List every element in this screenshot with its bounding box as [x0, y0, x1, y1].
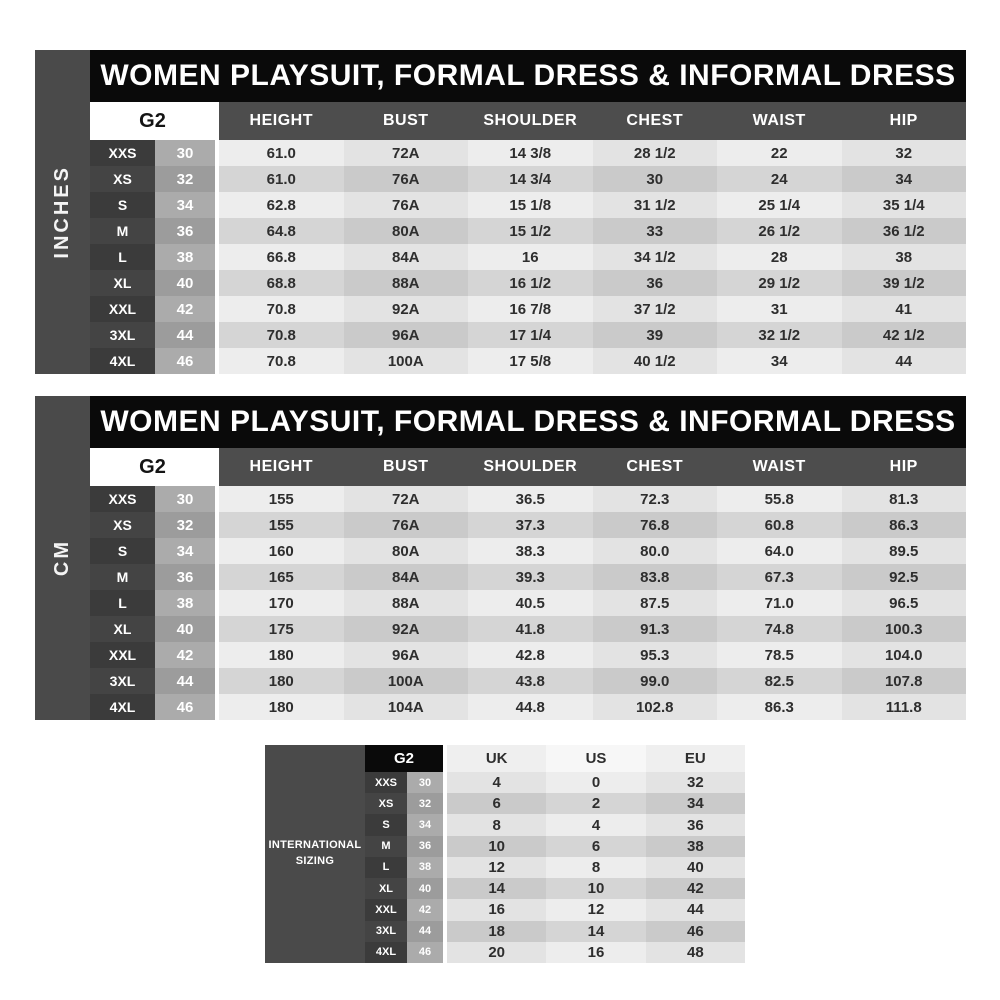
- value-cell: 28: [717, 244, 842, 270]
- size-number-cell: 46: [407, 942, 443, 963]
- size-name-cell: XXL: [90, 642, 155, 668]
- size-name-cell: 3XL: [90, 668, 155, 694]
- cm-table: [35, 396, 966, 720]
- value-cell: 61.0: [219, 166, 344, 192]
- column-header-hip: HIP: [842, 102, 967, 140]
- value-cell: 31: [717, 296, 842, 322]
- value-cell: 36: [593, 270, 718, 296]
- size-name-cell: 3XL: [365, 921, 407, 942]
- value-cell: 91.3: [593, 616, 718, 642]
- value-cell: 160: [219, 538, 344, 564]
- value-cell: 82.5: [717, 668, 842, 694]
- size-name-cell: XXL: [365, 899, 407, 920]
- size-number-cell: 32: [155, 166, 215, 192]
- international-sizing-table: [265, 745, 745, 963]
- value-cell: 36: [646, 814, 745, 835]
- column-header-us: US: [546, 745, 645, 772]
- size-name-cell: M: [365, 836, 407, 857]
- value-cell: 111.8: [842, 694, 967, 720]
- size-number-cell: 32: [407, 793, 443, 814]
- value-cell: 78.5: [717, 642, 842, 668]
- value-cell: 17 1/4: [468, 322, 593, 348]
- size-number-cell: 34: [407, 814, 443, 835]
- value-cell: 6: [447, 793, 546, 814]
- column-header-waist: WAIST: [717, 102, 842, 140]
- value-cell: 38: [646, 836, 745, 857]
- value-cell: 29 1/2: [717, 270, 842, 296]
- label-line-1: INTERNATIONAL: [268, 839, 362, 852]
- value-cell: 88A: [344, 270, 469, 296]
- size-name-cell: XXL: [90, 296, 155, 322]
- value-cell: 34 1/2: [593, 244, 718, 270]
- size-number-cell: 42: [155, 296, 215, 322]
- value-cell: 24: [717, 166, 842, 192]
- size-number-cell: 36: [155, 564, 215, 590]
- value-cell: 46: [646, 921, 745, 942]
- value-cell: 80A: [344, 218, 469, 244]
- inches-table: [35, 50, 966, 374]
- value-cell: 40 1/2: [593, 348, 718, 374]
- value-cell: 41: [842, 296, 967, 322]
- value-cell: 84A: [344, 564, 469, 590]
- size-name-cell: L: [90, 590, 155, 616]
- value-cell: 22: [717, 140, 842, 166]
- value-cell: 66.8: [219, 244, 344, 270]
- value-cell: 42 1/2: [842, 322, 967, 348]
- size-name-cell: 3XL: [90, 322, 155, 348]
- value-cell: 6: [546, 836, 645, 857]
- value-cell: 15 1/2: [468, 218, 593, 244]
- size-number-cell: 46: [155, 348, 215, 374]
- value-cell: 95.3: [593, 642, 718, 668]
- cm-unit-strip: [35, 396, 90, 720]
- value-cell: 14 3/8: [468, 140, 593, 166]
- g2-header-cell: G2: [90, 102, 215, 140]
- size-name-cell: XXS: [90, 486, 155, 512]
- value-cell: 62.8: [219, 192, 344, 218]
- value-cell: 2: [546, 793, 645, 814]
- header-row: [365, 745, 745, 772]
- value-cell: 100.3: [842, 616, 967, 642]
- value-cell: 96A: [344, 642, 469, 668]
- size-number-cell: 38: [155, 590, 215, 616]
- value-cell: 34: [646, 793, 745, 814]
- unit-label: INCHES: [51, 165, 73, 259]
- value-cell: 61.0: [219, 140, 344, 166]
- value-cell: 104A: [344, 694, 469, 720]
- value-cell: 92A: [344, 616, 469, 642]
- value-cell: 72A: [344, 140, 469, 166]
- value-cell: 14: [447, 878, 546, 899]
- value-cell: 96.5: [842, 590, 967, 616]
- size-number-cell: 44: [155, 668, 215, 694]
- value-cell: 32 1/2: [717, 322, 842, 348]
- value-cell: 34: [717, 348, 842, 374]
- g2-header-cell: G2: [90, 448, 215, 486]
- size-name-cell: 4XL: [90, 348, 155, 374]
- value-cell: 80.0: [593, 538, 718, 564]
- value-cell: 16: [447, 899, 546, 920]
- value-cell: 86.3: [842, 512, 967, 538]
- value-cell: 89.5: [842, 538, 967, 564]
- value-cell: 76A: [344, 166, 469, 192]
- column-header-waist: WAIST: [717, 448, 842, 486]
- value-cell: 16: [468, 244, 593, 270]
- value-cell: 84A: [344, 244, 469, 270]
- value-cell: 16 7/8: [468, 296, 593, 322]
- value-cell: 102.8: [593, 694, 718, 720]
- value-cell: 31 1/2: [593, 192, 718, 218]
- value-cell: 64.0: [717, 538, 842, 564]
- size-name-cell: 4XL: [365, 942, 407, 963]
- value-cell: 12: [546, 899, 645, 920]
- value-cell: 71.0: [717, 590, 842, 616]
- value-cell: 32: [646, 772, 745, 793]
- size-number-cell: 30: [407, 772, 443, 793]
- value-cell: 55.8: [717, 486, 842, 512]
- value-cell: 96A: [344, 322, 469, 348]
- size-number-cell: 42: [155, 642, 215, 668]
- size-name-cell: S: [365, 814, 407, 835]
- value-cell: 38: [842, 244, 967, 270]
- inches-data-rows: [90, 140, 966, 374]
- value-cell: 28 1/2: [593, 140, 718, 166]
- value-cell: 170: [219, 590, 344, 616]
- size-name-cell: L: [90, 244, 155, 270]
- size-name-cell: 4XL: [90, 694, 155, 720]
- size-number-cell: 38: [407, 857, 443, 878]
- value-cell: 39.3: [468, 564, 593, 590]
- value-cell: 88A: [344, 590, 469, 616]
- size-number-cell: 46: [155, 694, 215, 720]
- column-header-height: HEIGHT: [219, 448, 344, 486]
- value-cell: 76A: [344, 192, 469, 218]
- size-name-cell: L: [365, 857, 407, 878]
- international-sizing-label: [265, 745, 365, 963]
- size-name-cell: S: [90, 192, 155, 218]
- international-table-body: [365, 745, 745, 963]
- value-cell: 32: [842, 140, 967, 166]
- value-cell: 16: [546, 942, 645, 963]
- inches-table-body: [90, 50, 966, 374]
- table-title: WOMEN PLAYSUIT, FORMAL DRESS & INFORMAL DRESS: [90, 396, 966, 448]
- value-cell: 104.0: [842, 642, 967, 668]
- size-name-cell: XS: [90, 166, 155, 192]
- value-cell: 87.5: [593, 590, 718, 616]
- value-cell: 68.8: [219, 270, 344, 296]
- value-cell: 40.5: [468, 590, 593, 616]
- unit-label: CM: [51, 539, 73, 577]
- value-cell: 76.8: [593, 512, 718, 538]
- value-cell: 36.5: [468, 486, 593, 512]
- header-row: [90, 102, 966, 140]
- value-cell: 44.8: [468, 694, 593, 720]
- value-cell: 43.8: [468, 668, 593, 694]
- value-cell: 76A: [344, 512, 469, 538]
- size-number-cell: 34: [155, 192, 215, 218]
- value-cell: 92.5: [842, 564, 967, 590]
- size-name-cell: XS: [365, 793, 407, 814]
- g2-header-cell: G2: [365, 745, 443, 772]
- value-cell: 180: [219, 694, 344, 720]
- value-cell: 12: [447, 857, 546, 878]
- size-name-cell: XL: [90, 616, 155, 642]
- column-header-shoulder: SHOULDER: [468, 448, 593, 486]
- size-number-cell: 40: [407, 878, 443, 899]
- column-header-shoulder: SHOULDER: [468, 102, 593, 140]
- value-cell: 72.3: [593, 486, 718, 512]
- value-cell: 165: [219, 564, 344, 590]
- value-cell: 34: [842, 166, 967, 192]
- value-cell: 17 5/8: [468, 348, 593, 374]
- size-name-cell: XL: [90, 270, 155, 296]
- value-cell: 42.8: [468, 642, 593, 668]
- column-header-bust: BUST: [344, 448, 469, 486]
- column-header-chest: CHEST: [593, 102, 718, 140]
- value-cell: 60.8: [717, 512, 842, 538]
- value-cell: 8: [546, 857, 645, 878]
- size-number-cell: 44: [155, 322, 215, 348]
- size-number-cell: 32: [155, 512, 215, 538]
- size-number-cell: 40: [155, 616, 215, 642]
- value-cell: 39 1/2: [842, 270, 967, 296]
- value-cell: 64.8: [219, 218, 344, 244]
- value-cell: 175: [219, 616, 344, 642]
- value-cell: 70.8: [219, 348, 344, 374]
- value-cell: 35 1/4: [842, 192, 967, 218]
- value-cell: 4: [447, 772, 546, 793]
- value-cell: 36 1/2: [842, 218, 967, 244]
- value-cell: 180: [219, 668, 344, 694]
- value-cell: 14 3/4: [468, 166, 593, 192]
- size-number-cell: 40: [155, 270, 215, 296]
- size-number-cell: 36: [407, 836, 443, 857]
- value-cell: 100A: [344, 668, 469, 694]
- size-name-cell: XXS: [365, 772, 407, 793]
- inches-unit-strip: [35, 50, 90, 374]
- value-cell: 10: [546, 878, 645, 899]
- value-cell: 18: [447, 921, 546, 942]
- value-cell: 70.8: [219, 322, 344, 348]
- value-cell: 86.3: [717, 694, 842, 720]
- size-name-cell: S: [90, 538, 155, 564]
- value-cell: 8: [447, 814, 546, 835]
- value-cell: 10: [447, 836, 546, 857]
- value-cell: 16 1/2: [468, 270, 593, 296]
- value-cell: 38.3: [468, 538, 593, 564]
- value-cell: 155: [219, 512, 344, 538]
- value-cell: 40: [646, 857, 745, 878]
- size-name-cell: XS: [90, 512, 155, 538]
- value-cell: 107.8: [842, 668, 967, 694]
- size-name-cell: M: [90, 564, 155, 590]
- value-cell: 4: [546, 814, 645, 835]
- size-number-cell: 38: [155, 244, 215, 270]
- size-number-cell: 44: [407, 921, 443, 942]
- column-header-eu: EU: [646, 745, 745, 772]
- value-cell: 41.8: [468, 616, 593, 642]
- header-row: [90, 448, 966, 486]
- table-title: WOMEN PLAYSUIT, FORMAL DRESS & INFORMAL DRESS: [90, 50, 966, 102]
- value-cell: 30: [593, 166, 718, 192]
- value-cell: 92A: [344, 296, 469, 322]
- value-cell: 14: [546, 921, 645, 942]
- value-cell: 83.8: [593, 564, 718, 590]
- value-cell: 81.3: [842, 486, 967, 512]
- value-cell: 44: [646, 899, 745, 920]
- size-number-cell: 42: [407, 899, 443, 920]
- size-name-cell: XXS: [90, 140, 155, 166]
- value-cell: 180: [219, 642, 344, 668]
- value-cell: 99.0: [593, 668, 718, 694]
- value-cell: 42: [646, 878, 745, 899]
- value-cell: 26 1/2: [717, 218, 842, 244]
- value-cell: 37 1/2: [593, 296, 718, 322]
- value-cell: 155: [219, 486, 344, 512]
- column-header-hip: HIP: [842, 448, 967, 486]
- value-cell: 70.8: [219, 296, 344, 322]
- value-cell: 67.3: [717, 564, 842, 590]
- value-cell: 20: [447, 942, 546, 963]
- value-cell: 44: [842, 348, 967, 374]
- value-cell: 33: [593, 218, 718, 244]
- value-cell: 74.8: [717, 616, 842, 642]
- size-name-cell: M: [90, 218, 155, 244]
- value-cell: 48: [646, 942, 745, 963]
- size-number-cell: 36: [155, 218, 215, 244]
- value-cell: 25 1/4: [717, 192, 842, 218]
- size-number-cell: 30: [155, 140, 215, 166]
- cm-table-body: [90, 396, 966, 720]
- value-cell: 0: [546, 772, 645, 793]
- size-number-cell: 34: [155, 538, 215, 564]
- value-cell: 37.3: [468, 512, 593, 538]
- value-cell: 15 1/8: [468, 192, 593, 218]
- size-name-cell: XL: [365, 878, 407, 899]
- column-header-chest: CHEST: [593, 448, 718, 486]
- international-data-rows: [365, 772, 745, 963]
- value-cell: 39: [593, 322, 718, 348]
- cm-data-rows: [90, 486, 966, 720]
- column-header-height: HEIGHT: [219, 102, 344, 140]
- value-cell: 72A: [344, 486, 469, 512]
- size-number-cell: 30: [155, 486, 215, 512]
- value-cell: 80A: [344, 538, 469, 564]
- label-line-2: SIZING: [295, 855, 335, 867]
- column-header-uk: UK: [447, 745, 546, 772]
- column-header-bust: BUST: [344, 102, 469, 140]
- value-cell: 100A: [344, 348, 469, 374]
